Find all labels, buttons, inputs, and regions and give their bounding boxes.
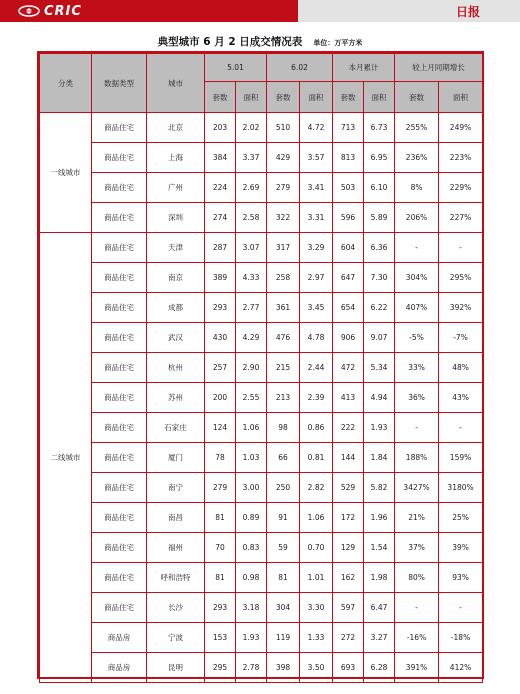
type-cell: 商品房 xyxy=(92,653,147,683)
sub-area-header: 面积 xyxy=(236,82,267,113)
type-cell: 商品住宅 xyxy=(92,293,147,323)
area-602-cell: 2.39 xyxy=(300,383,333,413)
city-cell: 昆明 xyxy=(147,653,205,683)
title-row xyxy=(0,33,520,47)
city-cell: 南宁 xyxy=(147,473,205,503)
count-501-cell: 153 xyxy=(205,623,236,653)
group-501-header: 5.01 xyxy=(205,54,267,82)
count-501-cell: 203 xyxy=(205,113,236,143)
area-month-cell: 5.34 xyxy=(364,353,395,383)
area-month-cell: 6.47 xyxy=(364,593,395,623)
growth-area-cell: 43% xyxy=(439,383,483,413)
col-category-header: 分类 xyxy=(40,54,92,113)
area-month-cell: 6.22 xyxy=(364,293,395,323)
area-602-cell: 2.82 xyxy=(300,473,333,503)
count-602-cell: 429 xyxy=(267,143,300,173)
area-602-cell: 4.72 xyxy=(300,113,333,143)
area-501-cell: 2.55 xyxy=(236,383,267,413)
count-602-cell: 66 xyxy=(267,443,300,473)
count-501-cell: 78 xyxy=(205,443,236,473)
count-month-cell: 413 xyxy=(333,383,364,413)
count-602-cell: 476 xyxy=(267,323,300,353)
city-cell: 广州 xyxy=(147,173,205,203)
area-602-cell: 3.45 xyxy=(300,293,333,323)
growth-count-cell: - xyxy=(395,233,439,263)
page-title: 典型城市 6 月 2 日成交情况表 xyxy=(157,36,303,48)
growth-area-cell: 227% xyxy=(439,203,483,233)
count-602-cell: 322 xyxy=(267,203,300,233)
transaction-table xyxy=(39,53,483,683)
growth-area-cell: - xyxy=(439,413,483,443)
sub-count-header: 套数 xyxy=(333,82,364,113)
count-501-cell: 384 xyxy=(205,143,236,173)
type-cell: 商品住宅 xyxy=(92,143,147,173)
area-602-cell: 3.31 xyxy=(300,203,333,233)
area-501-cell: 2.69 xyxy=(236,173,267,203)
count-602-cell: 98 xyxy=(267,413,300,443)
area-602-cell: 2.44 xyxy=(300,353,333,383)
area-602-cell: 3.57 xyxy=(300,143,333,173)
count-602-cell: 279 xyxy=(267,173,300,203)
group-month-header: 本月累计 xyxy=(333,54,395,82)
count-501-cell: 70 xyxy=(205,533,236,563)
area-month-cell: 6.10 xyxy=(364,173,395,203)
table-row xyxy=(40,533,483,563)
type-cell: 商品住宅 xyxy=(92,323,147,353)
type-cell: 商品住宅 xyxy=(92,203,147,233)
count-month-cell: 604 xyxy=(333,233,364,263)
growth-count-cell: 21% xyxy=(395,503,439,533)
growth-area-cell: -7% xyxy=(439,323,483,353)
table-row xyxy=(40,443,483,473)
count-month-cell: 654 xyxy=(333,293,364,323)
count-month-cell: 713 xyxy=(333,113,364,143)
count-month-cell: 129 xyxy=(333,533,364,563)
growth-count-cell: 304% xyxy=(395,263,439,293)
city-cell: 杭州 xyxy=(147,353,205,383)
category-cell: 二线城市 xyxy=(40,233,92,683)
growth-area-cell: 249% xyxy=(439,113,483,143)
count-501-cell: 279 xyxy=(205,473,236,503)
city-cell: 宁波 xyxy=(147,623,205,653)
city-cell: 南昌 xyxy=(147,503,205,533)
count-month-cell: 272 xyxy=(333,623,364,653)
growth-area-cell: 39% xyxy=(439,533,483,563)
growth-area-cell: 3180% xyxy=(439,473,483,503)
area-501-cell: 0.89 xyxy=(236,503,267,533)
type-cell: 商品住宅 xyxy=(92,533,147,563)
area-month-cell: 6.95 xyxy=(364,143,395,173)
table-row xyxy=(40,473,483,503)
group-growth-header: 较上月同期增长 xyxy=(395,54,483,82)
area-602-cell: 0.81 xyxy=(300,443,333,473)
count-602-cell: 119 xyxy=(267,623,300,653)
growth-count-cell: 255% xyxy=(395,113,439,143)
area-602-cell: 4.78 xyxy=(300,323,333,353)
sub-area-header: 面积 xyxy=(300,82,333,113)
group-602-header: 6.02 xyxy=(267,54,333,82)
growth-count-cell: 391% xyxy=(395,653,439,683)
city-cell: 苏州 xyxy=(147,383,205,413)
area-501-cell: 4.29 xyxy=(236,323,267,353)
city-cell: 南京 xyxy=(147,263,205,293)
city-cell: 呼和浩特 xyxy=(147,563,205,593)
table-row xyxy=(40,653,483,683)
area-month-cell: 1.84 xyxy=(364,443,395,473)
count-month-cell: 647 xyxy=(333,263,364,293)
report-tag-bar xyxy=(298,0,520,22)
city-cell: 长沙 xyxy=(147,593,205,623)
count-month-cell: 906 xyxy=(333,323,364,353)
type-cell: 商品住宅 xyxy=(92,593,147,623)
table-row xyxy=(40,293,483,323)
area-month-cell: 1.54 xyxy=(364,533,395,563)
type-cell: 商品住宅 xyxy=(92,443,147,473)
type-cell: 商品住宅 xyxy=(92,353,147,383)
city-cell: 北京 xyxy=(147,113,205,143)
city-cell: 厦门 xyxy=(147,443,205,473)
growth-area-cell: 159% xyxy=(439,443,483,473)
area-602-cell: 1.01 xyxy=(300,563,333,593)
table-row xyxy=(40,413,483,443)
growth-area-cell: 25% xyxy=(439,503,483,533)
growth-area-cell: 93% xyxy=(439,563,483,593)
count-501-cell: 124 xyxy=(205,413,236,443)
header-row-1 xyxy=(40,54,483,82)
area-501-cell: 0.98 xyxy=(236,563,267,593)
count-602-cell: 215 xyxy=(267,353,300,383)
count-month-cell: 693 xyxy=(333,653,364,683)
logo-text: CRIC xyxy=(44,3,82,19)
growth-count-cell: -16% xyxy=(395,623,439,653)
growth-area-cell: - xyxy=(439,593,483,623)
count-month-cell: 597 xyxy=(333,593,364,623)
area-month-cell: 9.07 xyxy=(364,323,395,353)
count-501-cell: 200 xyxy=(205,383,236,413)
table-row xyxy=(40,383,483,413)
growth-area-cell: 48% xyxy=(439,353,483,383)
growth-count-cell: -5% xyxy=(395,323,439,353)
type-cell: 商品住宅 xyxy=(92,113,147,143)
city-cell: 成都 xyxy=(147,293,205,323)
area-501-cell: 2.02 xyxy=(236,113,267,143)
count-602-cell: 250 xyxy=(267,473,300,503)
table-row xyxy=(40,503,483,533)
report-tag: 日报 xyxy=(455,4,480,19)
area-month-cell: 1.93 xyxy=(364,413,395,443)
area-month-cell: 7.30 xyxy=(364,263,395,293)
growth-count-cell: 188% xyxy=(395,443,439,473)
growth-count-cell: 206% xyxy=(395,203,439,233)
count-month-cell: 596 xyxy=(333,203,364,233)
growth-count-cell: 3427% xyxy=(395,473,439,503)
count-602-cell: 213 xyxy=(267,383,300,413)
sub-count-header: 套数 xyxy=(395,82,439,113)
area-602-cell: 1.06 xyxy=(300,503,333,533)
count-501-cell: 293 xyxy=(205,293,236,323)
table-row xyxy=(40,143,483,173)
category-cell: 一线城市 xyxy=(40,113,92,233)
type-cell: 商品住宅 xyxy=(92,503,147,533)
area-501-cell: 3.37 xyxy=(236,143,267,173)
count-501-cell: 295 xyxy=(205,653,236,683)
city-cell: 福州 xyxy=(147,533,205,563)
growth-count-cell: 407% xyxy=(395,293,439,323)
table-row xyxy=(40,593,483,623)
top-banner xyxy=(0,0,520,22)
area-501-cell: 3.18 xyxy=(236,593,267,623)
type-cell: 商品住宅 xyxy=(92,383,147,413)
count-602-cell: 258 xyxy=(267,263,300,293)
area-month-cell: 6.28 xyxy=(364,653,395,683)
area-month-cell: 4.94 xyxy=(364,383,395,413)
table-row xyxy=(40,173,483,203)
count-602-cell: 59 xyxy=(267,533,300,563)
growth-count-cell: 236% xyxy=(395,143,439,173)
count-602-cell: 91 xyxy=(267,503,300,533)
table-row xyxy=(40,353,483,383)
count-month-cell: 503 xyxy=(333,173,364,203)
area-501-cell: 2.90 xyxy=(236,353,267,383)
table-row xyxy=(40,563,483,593)
table-row xyxy=(40,263,483,293)
growth-area-cell: 412% xyxy=(439,653,483,683)
count-501-cell: 81 xyxy=(205,563,236,593)
table-row xyxy=(40,233,483,263)
city-cell: 天津 xyxy=(147,233,205,263)
growth-count-cell: - xyxy=(395,593,439,623)
area-602-cell: 3.41 xyxy=(300,173,333,203)
eye-logo-icon xyxy=(18,5,40,17)
col-type-header: 数据类型 xyxy=(92,54,147,113)
growth-count-cell: 36% xyxy=(395,383,439,413)
area-month-cell: 1.96 xyxy=(364,503,395,533)
area-501-cell: 2.77 xyxy=(236,293,267,323)
logo-bar xyxy=(0,0,298,22)
area-602-cell: 3.30 xyxy=(300,593,333,623)
growth-area-cell: -18% xyxy=(439,623,483,653)
sub-area-header: 面积 xyxy=(439,82,483,113)
area-501-cell: 0.83 xyxy=(236,533,267,563)
type-cell: 商品住宅 xyxy=(92,563,147,593)
table-row xyxy=(40,113,483,143)
sub-count-header: 套数 xyxy=(205,82,236,113)
count-602-cell: 317 xyxy=(267,233,300,263)
count-501-cell: 389 xyxy=(205,263,236,293)
area-602-cell: 3.50 xyxy=(300,653,333,683)
growth-count-cell: 80% xyxy=(395,563,439,593)
area-month-cell: 1.98 xyxy=(364,563,395,593)
count-602-cell: 304 xyxy=(267,593,300,623)
area-month-cell: 6.73 xyxy=(364,113,395,143)
count-501-cell: 257 xyxy=(205,353,236,383)
type-cell: 商品住宅 xyxy=(92,263,147,293)
area-602-cell: 1.33 xyxy=(300,623,333,653)
cric-logo xyxy=(18,4,82,19)
city-cell: 石家庄 xyxy=(147,413,205,443)
count-501-cell: 81 xyxy=(205,503,236,533)
growth-count-cell: 33% xyxy=(395,353,439,383)
count-month-cell: 529 xyxy=(333,473,364,503)
area-602-cell: 3.29 xyxy=(300,233,333,263)
growth-count-cell: - xyxy=(395,413,439,443)
growth-area-cell: 223% xyxy=(439,143,483,173)
count-501-cell: 430 xyxy=(205,323,236,353)
count-month-cell: 222 xyxy=(333,413,364,443)
table-row xyxy=(40,623,483,653)
city-cell: 上海 xyxy=(147,143,205,173)
type-cell: 商品住宅 xyxy=(92,173,147,203)
count-month-cell: 813 xyxy=(333,143,364,173)
area-month-cell: 6.36 xyxy=(364,233,395,263)
area-501-cell: 2.58 xyxy=(236,203,267,233)
unit-label: 单位：万平方米 xyxy=(313,39,363,47)
count-month-cell: 472 xyxy=(333,353,364,383)
sub-area-header: 面积 xyxy=(364,82,395,113)
count-month-cell: 162 xyxy=(333,563,364,593)
table-row xyxy=(40,323,483,353)
type-cell: 商品住宅 xyxy=(92,473,147,503)
col-city-header: 城市 xyxy=(147,54,205,113)
area-602-cell: 0.70 xyxy=(300,533,333,563)
table-row xyxy=(40,203,483,233)
area-month-cell: 5.82 xyxy=(364,473,395,503)
area-501-cell: 3.07 xyxy=(236,233,267,263)
count-501-cell: 293 xyxy=(205,593,236,623)
area-month-cell: 3.27 xyxy=(364,623,395,653)
sub-count-header: 套数 xyxy=(267,82,300,113)
count-501-cell: 287 xyxy=(205,233,236,263)
count-602-cell: 361 xyxy=(267,293,300,323)
count-602-cell: 398 xyxy=(267,653,300,683)
area-501-cell: 1.06 xyxy=(236,413,267,443)
area-602-cell: 0.86 xyxy=(300,413,333,443)
growth-area-cell: - xyxy=(439,233,483,263)
growth-area-cell: 229% xyxy=(439,173,483,203)
growth-count-cell: 37% xyxy=(395,533,439,563)
area-501-cell: 1.93 xyxy=(236,623,267,653)
area-month-cell: 5.89 xyxy=(364,203,395,233)
city-cell: 深圳 xyxy=(147,203,205,233)
city-cell: 武汉 xyxy=(147,323,205,353)
area-501-cell: 2.78 xyxy=(236,653,267,683)
count-month-cell: 172 xyxy=(333,503,364,533)
area-501-cell: 3.00 xyxy=(236,473,267,503)
area-602-cell: 2.97 xyxy=(300,263,333,293)
type-cell: 商品住宅 xyxy=(92,233,147,263)
area-501-cell: 4.33 xyxy=(236,263,267,293)
growth-count-cell: 8% xyxy=(395,173,439,203)
type-cell: 商品住宅 xyxy=(92,413,147,443)
count-month-cell: 144 xyxy=(333,443,364,473)
count-501-cell: 274 xyxy=(205,203,236,233)
count-501-cell: 224 xyxy=(205,173,236,203)
count-602-cell: 81 xyxy=(267,563,300,593)
count-602-cell: 510 xyxy=(267,113,300,143)
growth-area-cell: 295% xyxy=(439,263,483,293)
type-cell: 商品房 xyxy=(92,623,147,653)
growth-area-cell: 392% xyxy=(439,293,483,323)
area-501-cell: 1.03 xyxy=(236,443,267,473)
